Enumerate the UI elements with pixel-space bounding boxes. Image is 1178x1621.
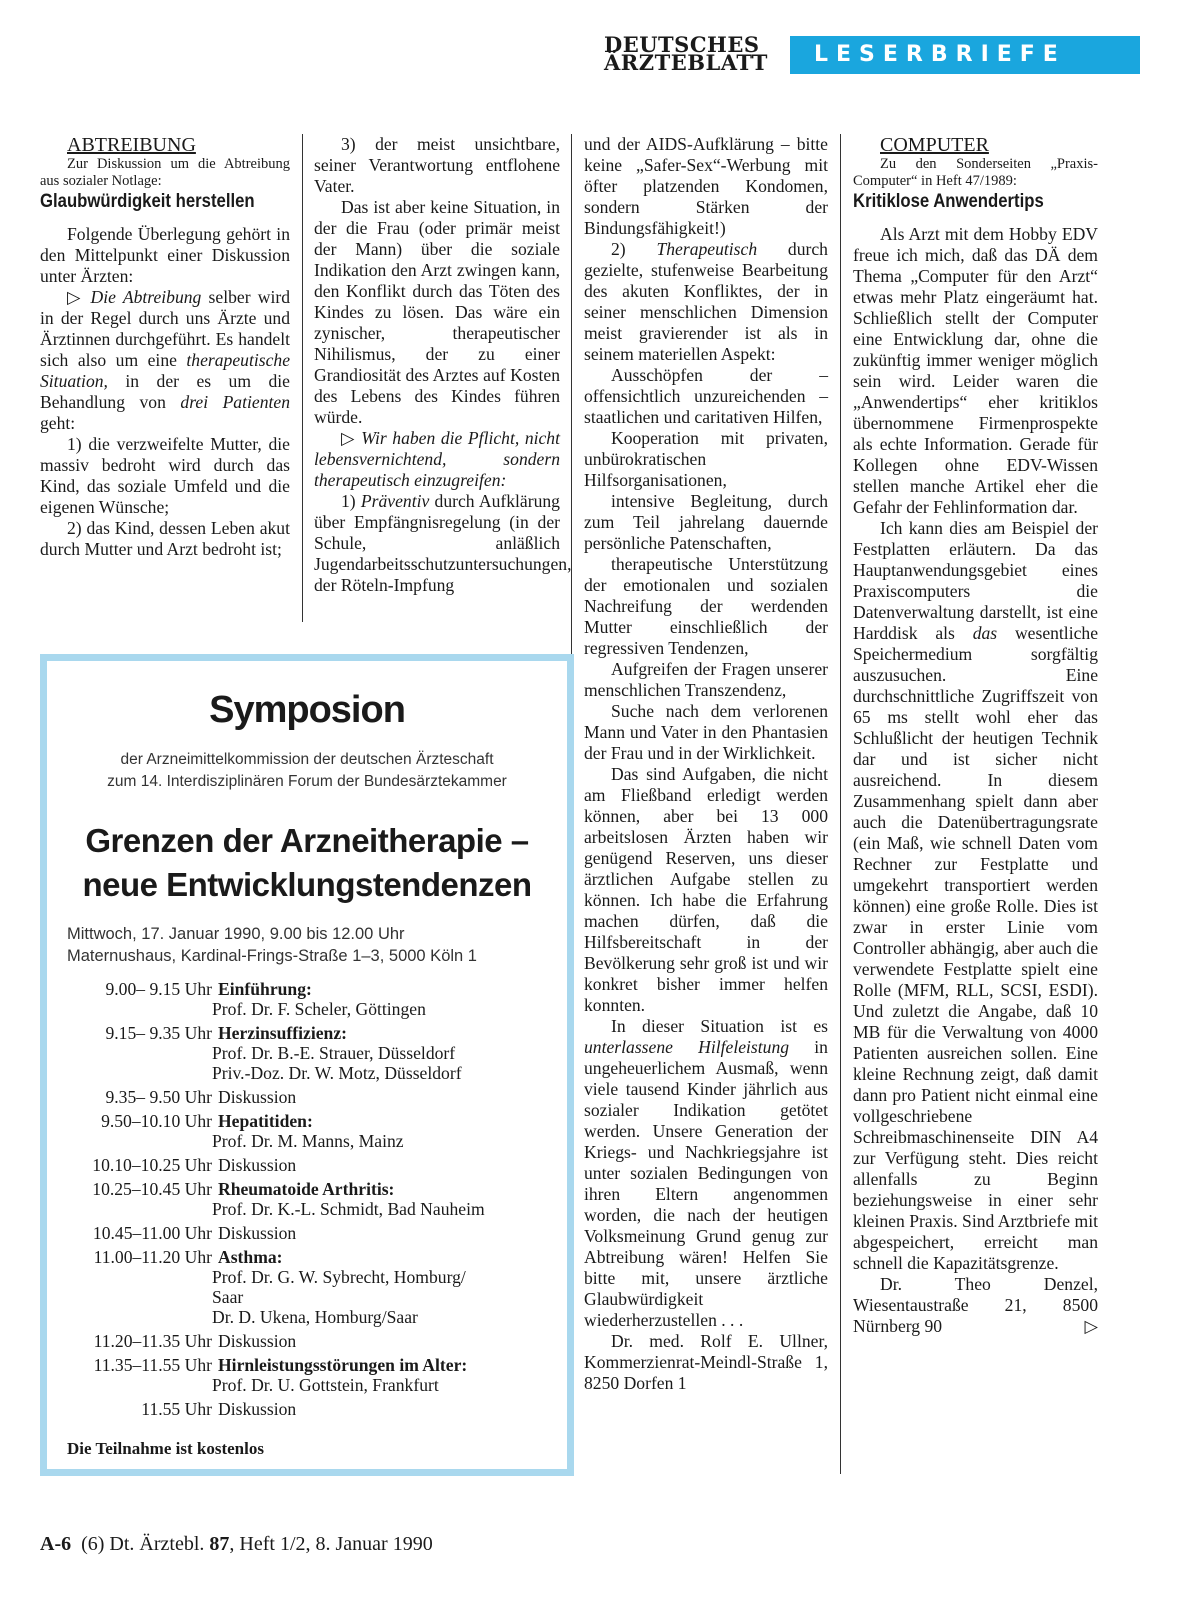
paragraph: ▷ Die Abtreibung selber wird in der Regel durch uns Ärzte und Ärztinnen durchgeführt. Es handelt sich also um eine therapeutische Situation, in der es um die Behandlung von drei Patienten geht: [40, 287, 290, 433]
column-1 [40, 134, 290, 560]
arrow-icon: ▷ [341, 428, 356, 448]
program-title: Einführung: [218, 979, 312, 999]
paragraph: Suche nach dem verlorenen Mann und Vater in den Phantasien der Frau und in der Wirklichkeit. [584, 701, 828, 763]
paragraph: In dieser Situation ist es unterlassene Hilfeleistung in ungeheuerlichem Ausmaß, wenn viele tausend Kinder jährlich aus sozialer Indikation getötet werden. Unsere Generation der Kriegs- und Nachkriegsjahre ist unter sozialen Bedingungen von ihren Eltern angenommen worden, die nach der heutigen Volksmeinung Grund genug zur Abtreibung wären! Helfen Sie bitte mit, unsere ärztliche Glaubwürdigkeit wiederherzustellen . . . [584, 1016, 828, 1330]
masthead [604, 32, 768, 75]
program-time: 9.35– 9.50 Uhr [105, 1087, 212, 1107]
program-speaker: Prof. Dr. F. Scheler, Göttingen [212, 999, 426, 1019]
paragraph: Ausschöpfen der – offensichtlich unzureichenden – staatlichen und caritativen Hilfen, [584, 365, 828, 427]
program-time: 10.10–10.25 Uhr [92, 1155, 212, 1175]
column-rule [302, 134, 303, 622]
paragraph: Als Arzt mit dem Hobby EDV freue ich mich, daß das DÄ dem Thema „Computer für den Arzt“ etwas mehr Platz eingeräumt hat. Schließlich stellt der Computer eine Entwicklung dar, ohne die zukünftig immer weniger möglich sein wird. Leider waren die „Anwendertips“ eher kritiklos übernommene Firmenprospekte als echte Information. Gerade für Kollegen ohne EDV-Wissen stellen manche Artikel eher die Gefahr der Fehlinformation dar. [853, 224, 1098, 517]
intro-abtreibung: Zur Diskussion um die Abtreibung aus sozialer Notlage: [40, 156, 290, 189]
program-item [67, 1223, 567, 1243]
program-title: Herzinsuffizienz: [218, 1023, 347, 1043]
column-rule [840, 134, 841, 1474]
program-item [67, 1087, 567, 1107]
program-time: 11.35–11.55 Uhr [93, 1355, 212, 1375]
program-title: Asthma: [218, 1247, 283, 1267]
program-discussion: Diskussion [218, 1223, 297, 1243]
topic-abtreibung: ABTREIBUNG [67, 134, 196, 156]
paragraph: 1) die verzweifelte Mutter, die massiv bedroht wird durch das Kind, das soziale Umfeld und die eigenen Wünsche; [40, 434, 290, 517]
column-4 [853, 134, 1098, 1337]
program-title: Hirnleistungsstörungen im Alter: [218, 1355, 468, 1375]
program-speaker: Dr. D. Ukena, Homburg/Saar [212, 1307, 418, 1327]
program-speaker: Prof. Dr. B.-E. Strauer, Düsseldorf [212, 1043, 456, 1063]
paragraph: Ich kann dies am Beispiel der Festplatten erläutern. Da das Hauptanwendungsgebiet eines Praxiscomputers die Datenverwaltung darstellt, ist eine Harddisk als das wesentliche Speichermedium sorgfältig auszusuchen. Eine durchschnittliche Zugriffszeit von 65 ms stellt wohl eher das Schlußlicht der heutigen Technik dar und ist sicher nicht ausreichend. In diesem Zusammenhang spielt dann aber auch die Datenübertragungsrate (ein Maß, wie schnell Daten vom Rechner zur Festplatte und umgekehrt transportiert werden können) eine große Rolle. Dies ist zwar in erster Linie vom Controller abhängig, aber auch die verwendete Festplatte spielt eine Rolle (MFM, RLL, SCSI, ESDI). Und zuletzt die Angabe, daß 10 MB für die Verwaltung von 4000 Patienten ausreichen sollen. Eine kleine Rechnung zeigt, daß damit dann pro Patient nicht einmal eine vollgeschriebene Schreibmaschinenseite DIN A4 zur Verfügung steht. Dies reicht allenfalls zu Beginn beziehungsweise in einer sehr kleinen Praxis. Sind Arztbriefe mit abgespeichert, erreicht man schnell die Kapazitätsgrenze. [853, 518, 1099, 1273]
ad-program [67, 979, 567, 1423]
paragraph: 3) der meist unsichtbare, seiner Verantwortung entflohene Vater. [314, 134, 560, 196]
program-item [67, 1355, 567, 1395]
program-title: Rheumatoide Arthritis: [218, 1179, 395, 1199]
paragraph: ▷ Wir haben die Pflicht, nicht lebensvernichtend, sondern therapeutisch einzugreifen: [314, 428, 560, 490]
program-time: 9.00– 9.15 Uhr [105, 979, 212, 999]
column-3 [584, 134, 828, 1394]
ad-admission: Die Teilnahme ist kostenlos [67, 1439, 264, 1458]
program-discussion: Diskussion [218, 1399, 297, 1419]
program-speaker: Priv.-Doz. Dr. W. Motz, Düsseldorf [212, 1063, 462, 1083]
headline-glaubwuerdigkeit: Glaubwürdigkeit herstellen [40, 191, 255, 212]
masthead-line2: ÄRZTEBLATT [604, 50, 768, 75]
program-item [67, 979, 567, 1019]
program-speaker: Prof. Dr. K.-L. Schmidt, Bad Nauheim [212, 1199, 485, 1219]
paragraph: und der AIDS-Aufklärung – bitte keine „Safer-Sex“-Werbung mit öfter platzenden Kondomen, sondern Stärken der Bindungsfähigkeit!) [584, 134, 828, 238]
signature: Dr. Theo Denzel, Wiesentaustraße 21, 8500 Nürnberg 90 ▷ [853, 1274, 1098, 1336]
program-time: 11.00–11.20 Uhr [93, 1247, 212, 1267]
program-time: 11.20–11.35 Uhr [93, 1331, 212, 1351]
program-time: 11.55 Uhr [141, 1399, 212, 1419]
masthead-line1: DEUTSCHES [604, 32, 760, 57]
program-discussion: Diskussion [218, 1087, 297, 1107]
page-footer: A-6 (6) Dt. Ärztebl. 87, Heft 1/2, 8. Januar 1990 [40, 1533, 433, 1555]
ad-subtitle: der Arzneimittelkommission der deutschen Ärzteschaft zum 14. Interdisziplinären Forum der Bundesärztekammer [107, 751, 507, 790]
topic-computer: COMPUTER [880, 134, 989, 156]
symposion-ad [40, 654, 574, 1476]
paragraph: 1) Präventiv durch Aufklärung über Empfängnisregelung (in der Schule, anläßlich Jugendarbeitsschutzuntersuchungen, der Röteln-Impfung [314, 491, 572, 595]
paragraph: Folgende Überlegung gehört in den Mittelpunkt einer Diskussion unter Ärzten: [40, 224, 290, 286]
continue-arrow-icon: ▷ [1084, 1316, 1098, 1336]
program-speaker: Saar [212, 1287, 244, 1307]
paragraph: Das sind Aufgaben, die nicht am Fließband erledigt werden können, aber bei 13 000 arbeitslosen Ärzten haben wir genügend Reserven, uns dieser ärztlichen Aufgabe stellen zu können. Ich habe die Erfahrung machen dürfen, daß die Hilfsbereitschaft in der Bevölkerung sehr groß ist und wir konkret bisher immer helfen konnten. [584, 764, 828, 1015]
program-item [67, 1179, 567, 1219]
paragraph: 2) Therapeutisch durch gezielte, stufenweise Bearbeitung des akuten Konfliktes, der in seiner menschlichen Dimension meist gravierender ist als in seinem materiellen Aspekt: [584, 239, 828, 364]
program-item [67, 1023, 567, 1083]
paragraph: 2) das Kind, dessen Leben akut durch Mutter und Arzt bedroht ist; [40, 518, 290, 559]
program-item [67, 1331, 567, 1351]
column-2 [314, 134, 572, 596]
ad-date-venue: Mittwoch, 17. Januar 1990, 9.00 bis 12.00 Uhr Maternushaus, Kardinal-Frings-Straße 1–3, 5000 Köln 1 [67, 925, 477, 965]
paragraph: Das ist aber keine Situation, in der die Frau (oder primär meist der Mann) über die soziale Indikation den Arzt zwingen kann, den Konflikt durch das Töten des Kindes zu lösen. Das wäre ein zynischer, therapeutischer Nihilismus, der zu einer Grandiosität des Arztes auf Kosten des Lebens des Kindes führen würde. [314, 197, 560, 427]
arrow-icon: ▷ [67, 287, 84, 307]
ad-title: Symposion [209, 689, 405, 731]
program-time: 10.25–10.45 Uhr [92, 1179, 212, 1199]
program-item [67, 1111, 567, 1151]
paragraph: intensive Begleitung, durch zum Teil jahrelang dauernde persönliche Patenschaften, [584, 491, 828, 553]
program-discussion: Diskussion [218, 1331, 297, 1351]
program-speaker: Prof. Dr. U. Gottstein, Frankfurt [212, 1375, 439, 1395]
program-time: 10.45–11.00 Uhr [92, 1223, 212, 1243]
headline-anwendertips: Kritiklose Anwendertips [853, 191, 1044, 212]
section-band: LESERBRIEFE [790, 36, 1140, 74]
ad-headline: Grenzen der Arzneitherapie – neue Entwicklungstendenzen [82, 822, 532, 903]
program-time: 9.50–10.10 Uhr [101, 1111, 212, 1131]
program-speaker: Prof. Dr. G. W. Sybrecht, Homburg/ [212, 1267, 466, 1287]
intro-computer: Zu den Sonderseiten „Praxis-Computer“ in Heft 47/1989: [853, 156, 1098, 189]
paragraph: therapeutische Unterstützung der emotionalen und sozialen Nachreifung der werdenden Mutter einschließlich der regressiven Tendenzen, [584, 554, 828, 658]
program-discussion: Diskussion [218, 1155, 297, 1175]
program-title: Hepatitiden: [218, 1111, 313, 1131]
program-item [67, 1155, 567, 1175]
program-speaker: Prof. Dr. M. Manns, Mainz [212, 1131, 404, 1151]
program-item [67, 1399, 567, 1419]
page-number: A-6 [40, 1533, 72, 1555]
program-item [67, 1247, 567, 1327]
paragraph: Aufgreifen der Fragen unserer menschlichen Transzendenz, [584, 659, 828, 700]
signature: Dr. med. Rolf E. Ullner, Kommerzienrat-Meindl-Straße 1, 8250 Dorfen 1 [584, 1331, 828, 1393]
program-time: 9.15– 9.35 Uhr [105, 1023, 212, 1043]
paragraph: Kooperation mit privaten, unbürokratischen Hilfsorganisationen, [584, 428, 828, 490]
